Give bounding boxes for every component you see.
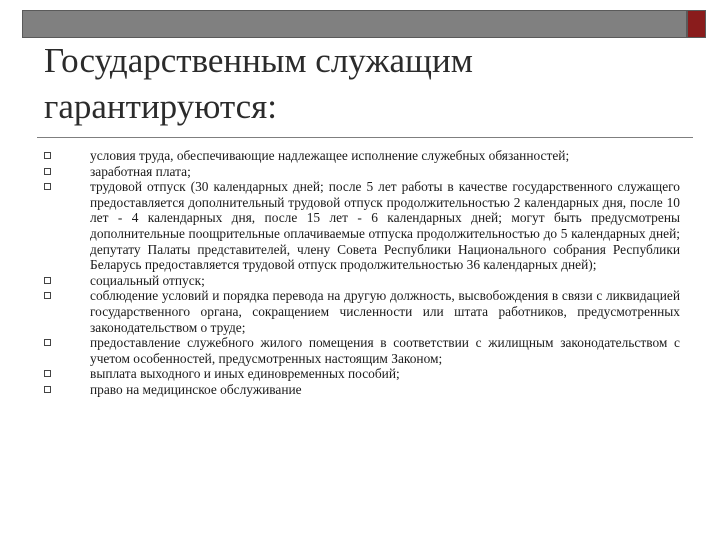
bullet-list: [40, 148, 680, 398]
square-bullet-icon: [44, 292, 51, 299]
header-band-gray: [22, 10, 687, 38]
slide-title: Государственным служащим гарантируются:: [44, 41, 473, 126]
square-bullet-icon: [44, 339, 51, 346]
list-item-text: выплата выходного и иных единовременных пособий;: [90, 366, 400, 382]
list-item: [40, 288, 680, 335]
list-item: [40, 273, 680, 289]
title-divider: [37, 137, 693, 138]
list-item: [40, 382, 680, 398]
square-bullet-icon: [44, 183, 51, 190]
header-band-accent: [687, 10, 706, 38]
list-item-text: соблюдение условий и порядка перевода на другую должность, высвобождения в связи с ликвидацией государственного органа, сокращением численности или штата работников, предусмотренных законодательством о труде;: [90, 288, 680, 335]
square-bullet-icon: [44, 277, 51, 284]
list-item-text: право на медицинское обслуживание: [90, 381, 302, 397]
list-item: [40, 335, 680, 366]
square-bullet-icon: [44, 386, 51, 393]
list-item-text: предоставление служебного жилого помещения в соответствии с жилищным законодательством с учетом особенностей, предусмотренных настоящим Законом;: [90, 335, 680, 366]
header-band: [22, 10, 706, 40]
list-item: [40, 179, 680, 273]
list-item-text: трудовой отпуск (30 календарных дней; после 5 лет работы в качестве государственного служащего предоставляется дополнительный трудовой отпуск продолжительностью 2 календарных дня, после 10 лет - 4 календарных дня, после 15 лет - 6 календарных дней; могут быть предусмотрены дополнительные поощрительные оплачиваемые отпуска продолжительностью до 5 календарных дней; депутату Палаты представителей, члену Совета Республики Национального собрания Республики Беларусь предоставляется трудовой отпуск продолжительностью 36 календарных дней);: [90, 179, 680, 273]
list-item-text: социальный отпуск;: [90, 272, 205, 288]
square-bullet-icon: [44, 168, 51, 175]
list-item: [40, 164, 680, 180]
list-item-text: заработная плата;: [90, 163, 191, 179]
square-bullet-icon: [44, 370, 51, 377]
list-item-text: условия труда, обеспечивающие надлежащее исполнение служебных обязанностей;: [90, 148, 570, 163]
square-bullet-icon: [44, 152, 51, 159]
list-item: [40, 366, 680, 382]
list-item: [40, 148, 680, 164]
